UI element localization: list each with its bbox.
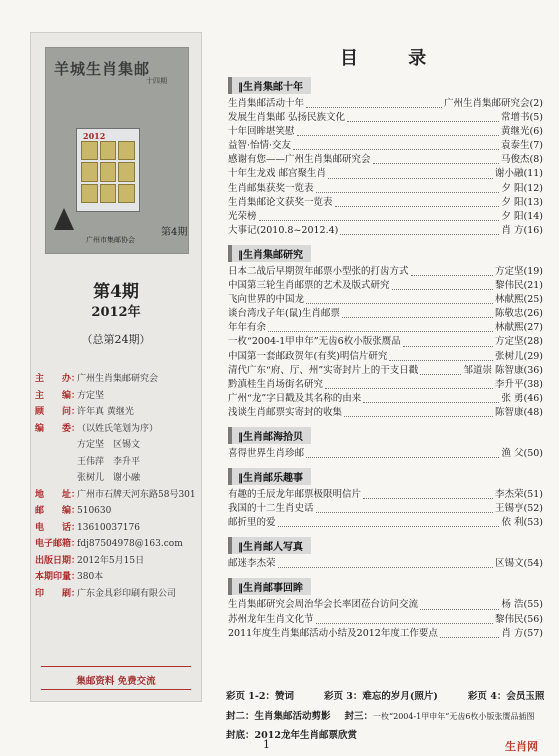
entry-author-page: 陈敬忠(26)	[494, 308, 543, 320]
entry-title: 生肖集邮研究会周治华会长率团莅台访问交流	[228, 599, 419, 611]
entry-title: 谈台湾戊子年(鼠)生肖邮票	[228, 308, 340, 320]
toc-section	[228, 466, 543, 485]
entry-title: 飞向世界的中国龙	[228, 294, 305, 306]
slogan: 集邮资料 免费交流	[76, 676, 156, 687]
leader-dots	[389, 360, 493, 361]
toc-section	[228, 535, 543, 554]
cover-subtitle: 十四期	[146, 77, 167, 85]
entry-title: 中国第一套邮政贺年(有奖)明信片研究	[228, 350, 388, 362]
entry-title: 益智·怡情·交友	[228, 140, 292, 152]
leader-dots	[420, 374, 461, 375]
entry-author-page: 依 利(53)	[501, 517, 543, 529]
masthead-row: 地 址： 广州市石牌天河东路58号301	[35, 489, 196, 500]
toc-entry	[228, 378, 543, 392]
toc-entry	[228, 279, 543, 293]
masthead	[35, 371, 199, 602]
issue-number: 第4期	[93, 282, 139, 302]
leader-dots	[306, 457, 499, 458]
toc-entry	[228, 153, 543, 167]
entry-title: 邮折里的爱	[228, 517, 276, 529]
leader-dots	[342, 317, 493, 318]
toc-entry	[228, 139, 543, 153]
toc-entry	[228, 111, 543, 125]
entry-author-page: 杨 浩(55)	[501, 599, 543, 611]
leader-dots	[268, 331, 493, 332]
entry-title: 2011年度生肖集邮活动小结及2012年度工作要点	[228, 627, 438, 639]
entry-title: 黔滇桂生肖场街名研究	[228, 378, 324, 390]
entry-author-page: 马俊杰(8)	[501, 154, 543, 166]
entry-author-page: 黎伟民(56)	[494, 613, 543, 625]
masthead-row: 印 刷： 广东金具彩印刷有限公司	[35, 588, 177, 599]
leader-dots	[340, 234, 499, 235]
issue-year: 2012年	[91, 305, 141, 320]
toc-entry	[228, 557, 543, 571]
toc-entry	[228, 321, 543, 335]
entry-author-page: 黎伟民(21)	[494, 280, 543, 292]
color-page-4: 彩页 4：会员玉照	[467, 691, 545, 702]
entry-title: 大事记(2010.8~2012.4)	[228, 224, 339, 236]
back-cover-line	[226, 727, 546, 741]
leader-dots	[316, 512, 493, 513]
toc-entry	[228, 125, 543, 139]
entry-title: 发展生肖集邮 弘扬民族文化	[228, 112, 346, 124]
entry-title: 光荣榜	[228, 210, 257, 222]
stamp-grid	[81, 141, 135, 203]
toc-entry	[228, 167, 543, 181]
entry-author-page: 邹道崇 陈智康(36)	[463, 364, 543, 376]
section-label: ‖生肖集邮研究	[228, 245, 311, 262]
entry-author-page: 方定坚(28)	[494, 336, 543, 348]
entry-author-page: 方定坚(19)	[494, 265, 543, 277]
entry-author-page: 渔 父(50)	[501, 447, 543, 459]
section-label: ‖生肖邮人写真	[228, 537, 311, 554]
leader-dots	[297, 135, 500, 136]
leader-dots	[306, 107, 442, 108]
leader-dots	[278, 567, 493, 568]
entry-title: 十年回眸堪笑慰	[228, 126, 295, 138]
brand-watermark: 生肖网	[505, 740, 538, 753]
toc-entry	[228, 293, 543, 307]
masthead-row: 邮 编： 510630	[35, 506, 112, 516]
entry-title: 浅谈生肖邮票实寄封的收集	[228, 406, 343, 418]
divider	[41, 666, 191, 667]
entry-author-page: 黄继光(6)	[501, 126, 543, 138]
toc-section	[228, 243, 543, 262]
entry-author-page: 谢小融(11)	[494, 168, 543, 180]
cover-title: 羊城生肖集邮	[54, 60, 151, 78]
leader-dots	[259, 220, 500, 221]
entry-author-page: 王锡亨(52)	[494, 503, 543, 515]
leader-dots	[344, 416, 493, 417]
toc-entry	[228, 196, 543, 210]
masthead-row: 出版日期： 2012年5月15日	[35, 555, 145, 566]
masthead-row: 编 委： （以姓氏笔划为序）	[35, 423, 159, 434]
leader-dots	[316, 192, 500, 193]
entry-title: 十年生龙戏 邮宫聚生肖	[228, 168, 327, 180]
entry-title: 日本二战后早期贺年邮票小型张的打齿方式	[228, 265, 409, 277]
leader-dots	[306, 303, 493, 304]
entry-author-page: 肖 方(57)	[501, 627, 543, 639]
logo-icon	[54, 208, 74, 230]
entry-title: 喜得世界生肖珍邮	[228, 447, 305, 459]
entry-author-page: 林献熙(25)	[494, 294, 543, 306]
leader-dots	[325, 388, 493, 389]
leader-dots	[316, 623, 493, 624]
color-page-1-2: 彩页 1-2：赞词	[226, 691, 294, 702]
masthead-row: 电 话： 13610037176	[35, 522, 140, 533]
masthead-row: 本期印量： 380本	[35, 572, 104, 582]
cover-publisher: 广州市集邮协会	[86, 236, 135, 244]
leader-dots	[347, 121, 499, 122]
toc-entry	[228, 182, 543, 196]
cover-image	[45, 47, 189, 254]
masthead-row: 主 编： 方定坚	[35, 390, 105, 401]
stamp-sheet-illustration	[76, 128, 140, 212]
entry-author-page: 林献熙(27)	[494, 322, 543, 334]
toc-heading: 目 录	[340, 48, 449, 69]
leader-dots	[293, 149, 499, 150]
entry-title: 有趣的壬辰龙年邮票极限明信片	[228, 489, 362, 501]
cover-issue-badge: 第4期	[161, 227, 188, 238]
entry-author-page: 李升平(38)	[494, 378, 543, 390]
toc-entry	[228, 502, 543, 516]
entry-title: 生肖集邮活动十年	[228, 98, 305, 109]
toc-section	[228, 576, 543, 595]
toc-entry	[228, 350, 543, 364]
color-pages-line	[226, 688, 546, 702]
entry-author-page: 区锡文(54)	[494, 558, 543, 570]
entry-title: 苏州龙年生肖文化节	[228, 613, 314, 625]
toc-entry	[228, 613, 543, 627]
toc-entry	[228, 364, 543, 378]
entry-title: 生肖邮集获奖一览表	[228, 182, 314, 194]
entry-title: 我国的十二生肖史话	[228, 503, 314, 515]
toc-entry	[228, 392, 543, 406]
cover-year-badge: 2012	[83, 131, 106, 141]
entry-title: 清代广东“府、厅、州”实寄封片上的干支日戳	[228, 364, 419, 376]
entry-title: 一枚“2004-1甲申年”无齿6枚小版张赝品	[228, 336, 401, 348]
leader-dots	[363, 402, 499, 403]
cover-2-note: 封二：生肖集邮活动剪影	[226, 711, 331, 722]
entry-author-page: 肖 方(16)	[501, 224, 543, 236]
entry-author-page: 常增书(5)	[501, 112, 543, 124]
toc-entry	[228, 224, 543, 238]
section-label: ‖生肖邮事回眸	[228, 578, 311, 595]
covers-line	[226, 708, 546, 722]
leader-dots	[335, 206, 500, 207]
toc-section	[228, 75, 543, 94]
issue-total: （总第24期）	[81, 333, 151, 346]
leader-dots	[373, 163, 500, 164]
entry-author-page: 张 勇(46)	[501, 392, 543, 404]
table-of-contents	[228, 70, 543, 641]
leader-dots	[328, 178, 493, 179]
entry-title: 感谢有您——广州生肖集邮研究会	[228, 154, 371, 166]
info-panel	[30, 32, 202, 702]
toc-entry	[228, 406, 543, 420]
entry-author-page: 袁泰生(7)	[501, 140, 543, 152]
entry-author-page: 夕 阳(14)	[501, 210, 543, 222]
leader-dots	[363, 498, 493, 499]
entry-author-page: 夕 阳(12)	[501, 182, 543, 194]
toc-entry	[228, 265, 543, 279]
toc-entry	[228, 627, 543, 641]
leader-dots	[411, 275, 493, 276]
entry-title: 邮迷李杰荣	[228, 558, 276, 570]
page-number: 1	[263, 738, 270, 751]
toc-entry	[228, 598, 543, 612]
toc-entry	[228, 97, 543, 111]
leader-dots	[403, 346, 493, 347]
leader-dots	[420, 609, 499, 610]
section-label: ‖生肖邮乐趣事	[228, 468, 311, 485]
divider	[41, 689, 191, 690]
masthead-row: 主 办： 广州生肖集邮研究会	[35, 374, 159, 384]
toc-entry	[228, 210, 543, 224]
masthead-row: 方定坚 区锡文	[77, 440, 141, 450]
toc-entry	[228, 447, 543, 461]
leader-dots	[440, 637, 500, 638]
entry-title: 年年有余	[228, 322, 267, 334]
toc-entry	[228, 335, 543, 349]
cover-3-note: 一枚“2004-1甲申年”无齿6枚小版张赝品插图	[373, 712, 535, 721]
entry-author-page: 广州生肖集邮研究会(2)	[444, 98, 543, 109]
toc-section	[228, 425, 543, 444]
entry-title: 生肖集邮论文获奖一览表	[228, 196, 333, 208]
section-label: ‖生肖集邮十年	[228, 77, 311, 94]
leader-dots	[392, 289, 493, 290]
back-cover-note: 封底：2012龙年生肖邮票欣赏	[226, 730, 357, 741]
leader-dots	[278, 526, 500, 527]
entry-author-page: 张树儿(29)	[494, 350, 543, 362]
entry-author-page: 李杰荣(51)	[494, 489, 543, 501]
toc-entry	[228, 307, 543, 321]
toc-entry	[228, 488, 543, 502]
entry-title: 广州“龙”字日戳及其名称的由来	[228, 392, 362, 404]
entry-author-page: 夕 阳(13)	[501, 196, 543, 208]
entry-title: 中国第三轮生肖邮票的艺术及版式研究	[228, 280, 390, 292]
color-page-3: 彩页 3：难忘的岁月(照片)	[323, 691, 438, 702]
entry-author-page: 陈智康(48)	[494, 406, 543, 418]
masthead-row: 电子邮箱： fdj87504978@163.com	[35, 539, 183, 549]
masthead-row: 顾 问： 许年真 黄继光	[35, 407, 134, 417]
toc-entry	[228, 516, 543, 530]
cover-3-label: 封三：	[344, 711, 374, 722]
masthead-row: 张树儿 谢小融	[77, 473, 141, 483]
masthead-row: 王伟萍 李升平	[77, 456, 141, 467]
section-label: ‖生肖邮海拾贝	[228, 427, 311, 444]
